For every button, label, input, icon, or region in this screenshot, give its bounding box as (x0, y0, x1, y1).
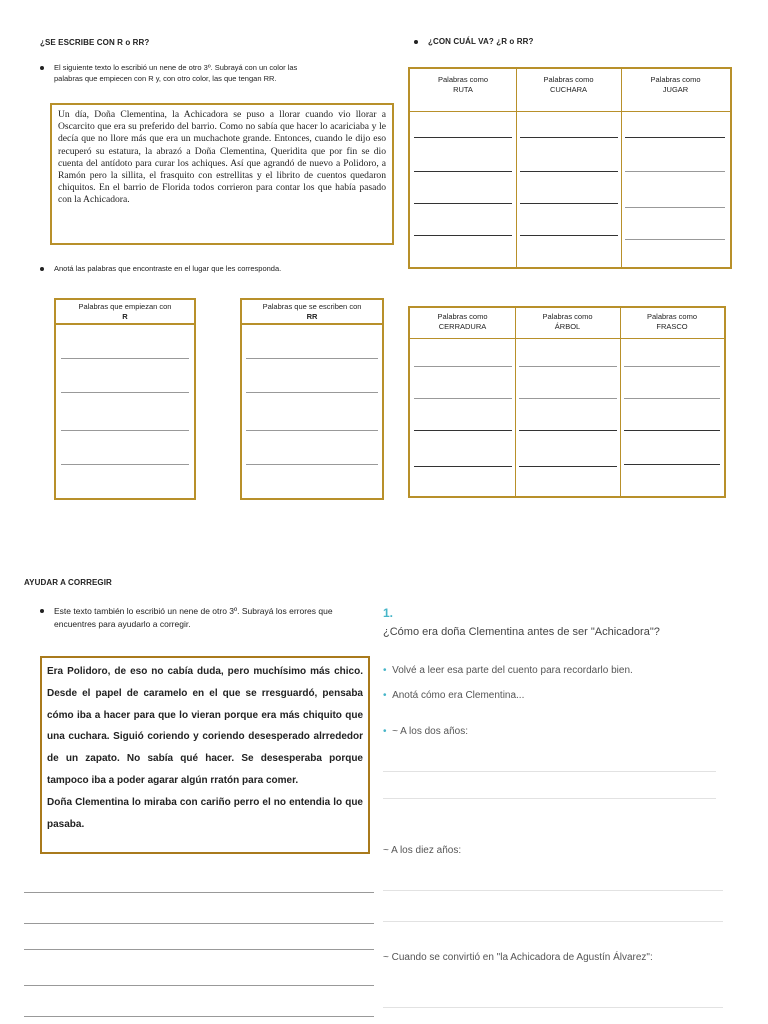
answer-line[interactable] (519, 430, 617, 431)
answer-line[interactable] (246, 430, 378, 431)
answer-line[interactable] (246, 464, 378, 465)
bullet-dot-icon: • (383, 726, 387, 737)
col-header: RUTA (453, 85, 473, 94)
answer-line[interactable] (520, 235, 618, 236)
answer-line[interactable] (24, 949, 374, 950)
instruction-text: El siguiente texto lo escribió un nene de otro 3º. Subrayá con un color las palabras que empiecen con R y, con otro color, las que tengan RR. (54, 63, 298, 83)
answer-line[interactable] (519, 366, 617, 367)
words-r-box (54, 298, 196, 500)
col-header: JUGAR (662, 85, 689, 94)
answer-line[interactable] (24, 985, 374, 986)
words-table-1 (408, 67, 732, 269)
box-header-line1: Palabras que se escriben con (262, 302, 362, 311)
col-header: Palabras como (543, 75, 594, 84)
col-header: ÁRBOL (554, 322, 581, 331)
answer-line[interactable] (414, 137, 512, 138)
box-header-line2: R (122, 312, 128, 321)
answer-line[interactable] (625, 171, 725, 172)
bullet-item-1: • Volvé a leer esa parte del cuento para recordarlo bien. (383, 665, 633, 676)
answer-line[interactable] (61, 430, 189, 431)
answer-line[interactable] (520, 171, 618, 172)
answer-line[interactable] (383, 771, 716, 772)
answer-line[interactable] (383, 798, 716, 799)
correction-story-text: Era Polidoro, de eso no cabía duda, pero muchísimo más chico. Desde el papel de caramelo en el que se rresguardó, pensaba cómo iba a hacer para que lo vieran porque era más chiquito que una cuchara. Siguió coriendo y coriendo desesperado alrrededor de un zapato. No sabía qué hacer. Se desesperaba porque tampoco iba a poder agarar algún rratón para comer. (47, 666, 363, 786)
col-header: FRASCO (656, 322, 688, 331)
answer-line[interactable] (520, 203, 618, 204)
answer-line[interactable] (414, 203, 512, 204)
item-dos-anos: • ~ A los dos años: (383, 726, 468, 737)
answer-line[interactable] (625, 137, 725, 138)
answer-line[interactable] (414, 235, 512, 236)
col-header: Palabras como (650, 75, 701, 84)
question-text: ¿Cómo era doña Clementina antes de ser "Achicadora"? (383, 626, 660, 638)
story-box: Un día, Doña Clementina, la Achicadora se puso a llorar cuando vio llorar a Oscarcito que era su preferido del barrio. Como no sabía que hacer lo acariciaba y le decía que no llore más que era un muchachote grande. Entonces, cuando le dijo eso recuperó su estatura, la abrazó a Doña Clementina, Queridita que por fin se dio cuenta del antídoto para curar los achiques. Así que agrandó de nuevo a Polidoro, a Ramón pero la sillita, el frasquito con estrellitas y el librito de cuentos quedaron chiquitos. En el barrio de Florida todos corrieron para contar los que había pasado con la Achicadora. (50, 103, 394, 245)
answer-line[interactable] (624, 464, 720, 465)
answer-line[interactable] (624, 366, 720, 367)
bullet-item-2: • Anotá cómo era Clementina... (383, 690, 525, 701)
answer-line[interactable] (24, 1016, 374, 1017)
col-header: CERRADURA (438, 322, 487, 331)
question-number: 1. (383, 606, 394, 620)
answer-line[interactable] (414, 466, 512, 467)
correction-story-text-2: Doña Clementina lo miraba con cariño perro el no entendia lo que pasaba. (47, 796, 363, 830)
answer-line[interactable] (414, 430, 512, 431)
col-header: CUCHARA (549, 85, 588, 94)
bullet-icon (40, 66, 44, 70)
answer-line[interactable] (625, 207, 725, 208)
answer-line[interactable] (414, 398, 512, 399)
col-header: Palabras como (646, 312, 698, 321)
answer-line[interactable] (246, 392, 378, 393)
item-diez-anos: ~ A los diez años: (383, 845, 462, 856)
answer-line[interactable] (520, 137, 618, 138)
answer-line[interactable] (383, 1007, 723, 1008)
bullet-icon (40, 609, 44, 613)
answer-line[interactable] (519, 398, 617, 399)
answer-line[interactable] (246, 358, 378, 359)
answer-line[interactable] (383, 890, 723, 891)
answer-line[interactable] (414, 171, 512, 172)
answer-line[interactable] (625, 239, 725, 240)
bullet-icon (414, 40, 418, 44)
correction-story-box (40, 656, 370, 854)
box-header-line1: Palabras que empiezan con (78, 302, 172, 311)
answer-line[interactable] (61, 358, 189, 359)
bullet-dot-icon: • (383, 690, 387, 701)
box-header-line2: RR (306, 312, 318, 321)
bullet-dot-icon: • (383, 665, 387, 676)
col-header: Palabras como (437, 75, 489, 84)
bullet-icon (40, 267, 44, 271)
col-header: Palabras como (437, 312, 488, 321)
section-title-con-cual-va: ¿CON CUÁL VA? ¿R o RR? (428, 37, 534, 46)
item-achicadora: ~ Cuando se convirtió en "la Achicadora de Agustín Álvarez": (383, 952, 653, 963)
words-table-2 (408, 306, 726, 498)
col-header: Palabras como (542, 312, 593, 321)
answer-line[interactable] (383, 921, 723, 922)
section-title-r-rr: ¿SE ESCRIBE CON R o RR? (40, 38, 150, 47)
answer-line[interactable] (624, 430, 720, 431)
instruction-text-3: Este texto también lo escribió un nene de otro 3º. Subrayá los errores que encuentres para ayudarlo a corregir. (54, 606, 333, 629)
section-title-ayudar: AYUDAR A CORREGIR (24, 578, 112, 587)
answer-line[interactable] (24, 923, 374, 924)
answer-line[interactable] (519, 466, 617, 467)
instruction-text-2: Anotá las palabras que encontraste en el lugar que les corresponda. (54, 264, 282, 273)
answer-line[interactable] (61, 392, 189, 393)
answer-line[interactable] (624, 398, 720, 399)
answer-line[interactable] (61, 464, 189, 465)
answer-line[interactable] (414, 366, 512, 367)
words-rr-box (240, 298, 384, 500)
answer-line[interactable] (24, 892, 374, 893)
